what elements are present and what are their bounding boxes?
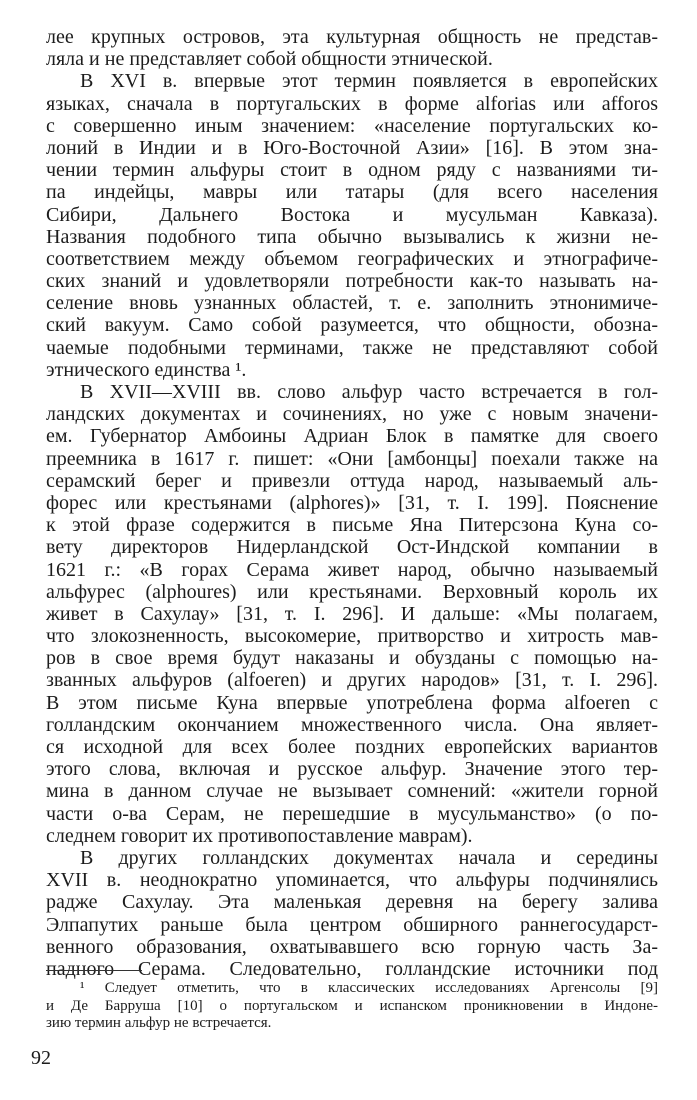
text-line: ляла и не представляет собой общности этнической. <box>46 48 493 71</box>
footnote-line: зию термин альфур не встречается. <box>46 1015 272 1031</box>
text-line: этнического единства ¹. <box>46 358 247 381</box>
text-line: Сибири, Дальнего Востока и мусульман Кавказа). <box>46 203 658 226</box>
text-line: этого слова, включая и русское альфур. Значение этого тер- <box>46 758 658 781</box>
text-line: что злокозненность, высокомерие, притворство и хитрость мав- <box>46 625 658 648</box>
page-number: 92 <box>31 1047 51 1069</box>
text-line: преемника в 1617 г. пишет: «Они [амбонцы] поехали также на <box>46 447 658 470</box>
text-line: с совершенно иным значением: «население португальских ко- <box>46 114 658 137</box>
text-line: живет в Сахулау» [31, т. I. 296]. И дальше: «Мы полагаем, <box>46 602 658 625</box>
text-line: В этом письме Куна впервые употреблена форма alfoeren с <box>46 691 658 714</box>
text-line: к этой фразе содержится в письме Яна Питерсзона Куна со- <box>46 514 658 537</box>
text-line: вету директоров Нидерландской Ост-Индской компании в <box>46 536 658 559</box>
footnote-divider <box>46 970 142 971</box>
text-line: падного Серама. Следовательно, голландские источники под <box>46 957 658 980</box>
text-line: ся исходной для всех более поздних европейских вариантов <box>46 736 658 758</box>
text-line: лоний в Индии и в Юго-Восточной Азии» [16]. В этом зна- <box>46 136 658 159</box>
text-line: званных альфуров (alfoeren) и других народов» [31, т. I. 296]. <box>46 669 658 692</box>
text-line: В XVII—XVIII вв. слово альфур часто встречается в гол- <box>80 381 658 403</box>
text-line: мина в данном случае не вызывает сомнений: «жители горной <box>46 780 658 803</box>
text-line: XVII в. неоднократно упоминается, что альфуры подчинялись <box>46 869 658 892</box>
main-text <box>46 26 658 980</box>
text-line: ем. Губернатор Амбоины Адриан Блок в памятке для своего <box>46 425 658 448</box>
text-line: Названия подобного типа обычно вызывались к жизни не- <box>46 225 658 248</box>
text-line: селение вновь узнанных областей, т. е. заполнить этнонимиче- <box>46 292 658 315</box>
text-line: па индейцы, мавры или татары (для всего населения <box>46 181 658 204</box>
text-line: форес или крестьянами (alphores)» [31, т. I. 199]. Пояснение <box>46 491 658 514</box>
text-line: лее крупных островов, эта культурная общность не представ- <box>46 26 658 48</box>
text-line: следнем говорит их противопоставление маврам). <box>46 824 473 847</box>
footnote <box>46 980 658 1033</box>
text-line: В XVI в. впервые этот термин появляется в европейских <box>80 70 658 93</box>
text-line: серамский берег и привезли оттуда народ, называемый аль- <box>46 469 658 492</box>
text-line: чаемые подобными терминами, также не представляют собой <box>46 336 658 359</box>
text-line: соответствием между объемом географических и этнографиче- <box>46 247 658 270</box>
text-line: альфурес (alphoures) или крестьянами. Верховный король их <box>46 580 658 603</box>
text-line: венного образования, охватывавшего всю горную часть За- <box>46 935 658 958</box>
footnote-line: и Де Барруша [10] о португальском и испанском проникновении в Индоне- <box>46 997 658 1014</box>
text-line: Элпапутих раньше была центром обширного раннегосударст- <box>46 913 658 936</box>
text-line: голландским окончанием множественного числа. Она являет- <box>46 713 658 736</box>
text-line: В других голландских документах начала и середины <box>80 846 658 869</box>
text-line: 1621 г.: «В горах Серама живет народ, обычно называемый <box>46 558 658 581</box>
text-line: языках, сначала в португальских в форме alforias или afforos <box>46 92 658 115</box>
text-line: ских знаний и удовлетворяли потребности как-то называть на- <box>46 270 658 293</box>
text-line: ский вакуум. Само собой разумеется, что общности, обозна- <box>46 314 658 337</box>
text-line: ландских документах и сочинениях, но уже с новым значени- <box>46 403 658 426</box>
text-line: части о-ва Серам, не перешедшие в мусульманство» (о по- <box>46 802 658 825</box>
footnote-line: ¹ Следует отметить, что в классических исследованиях Аргенсолы [9] <box>80 980 658 996</box>
text-line: радже Сахулау. Эта маленькая деревня на берегу залива <box>46 891 658 914</box>
text-line: чении термин альфуры стоит в одном ряду с названиями ти- <box>46 159 658 182</box>
text-line: ров в свое время будут наказаны и обузданы с помощью на- <box>46 647 658 670</box>
